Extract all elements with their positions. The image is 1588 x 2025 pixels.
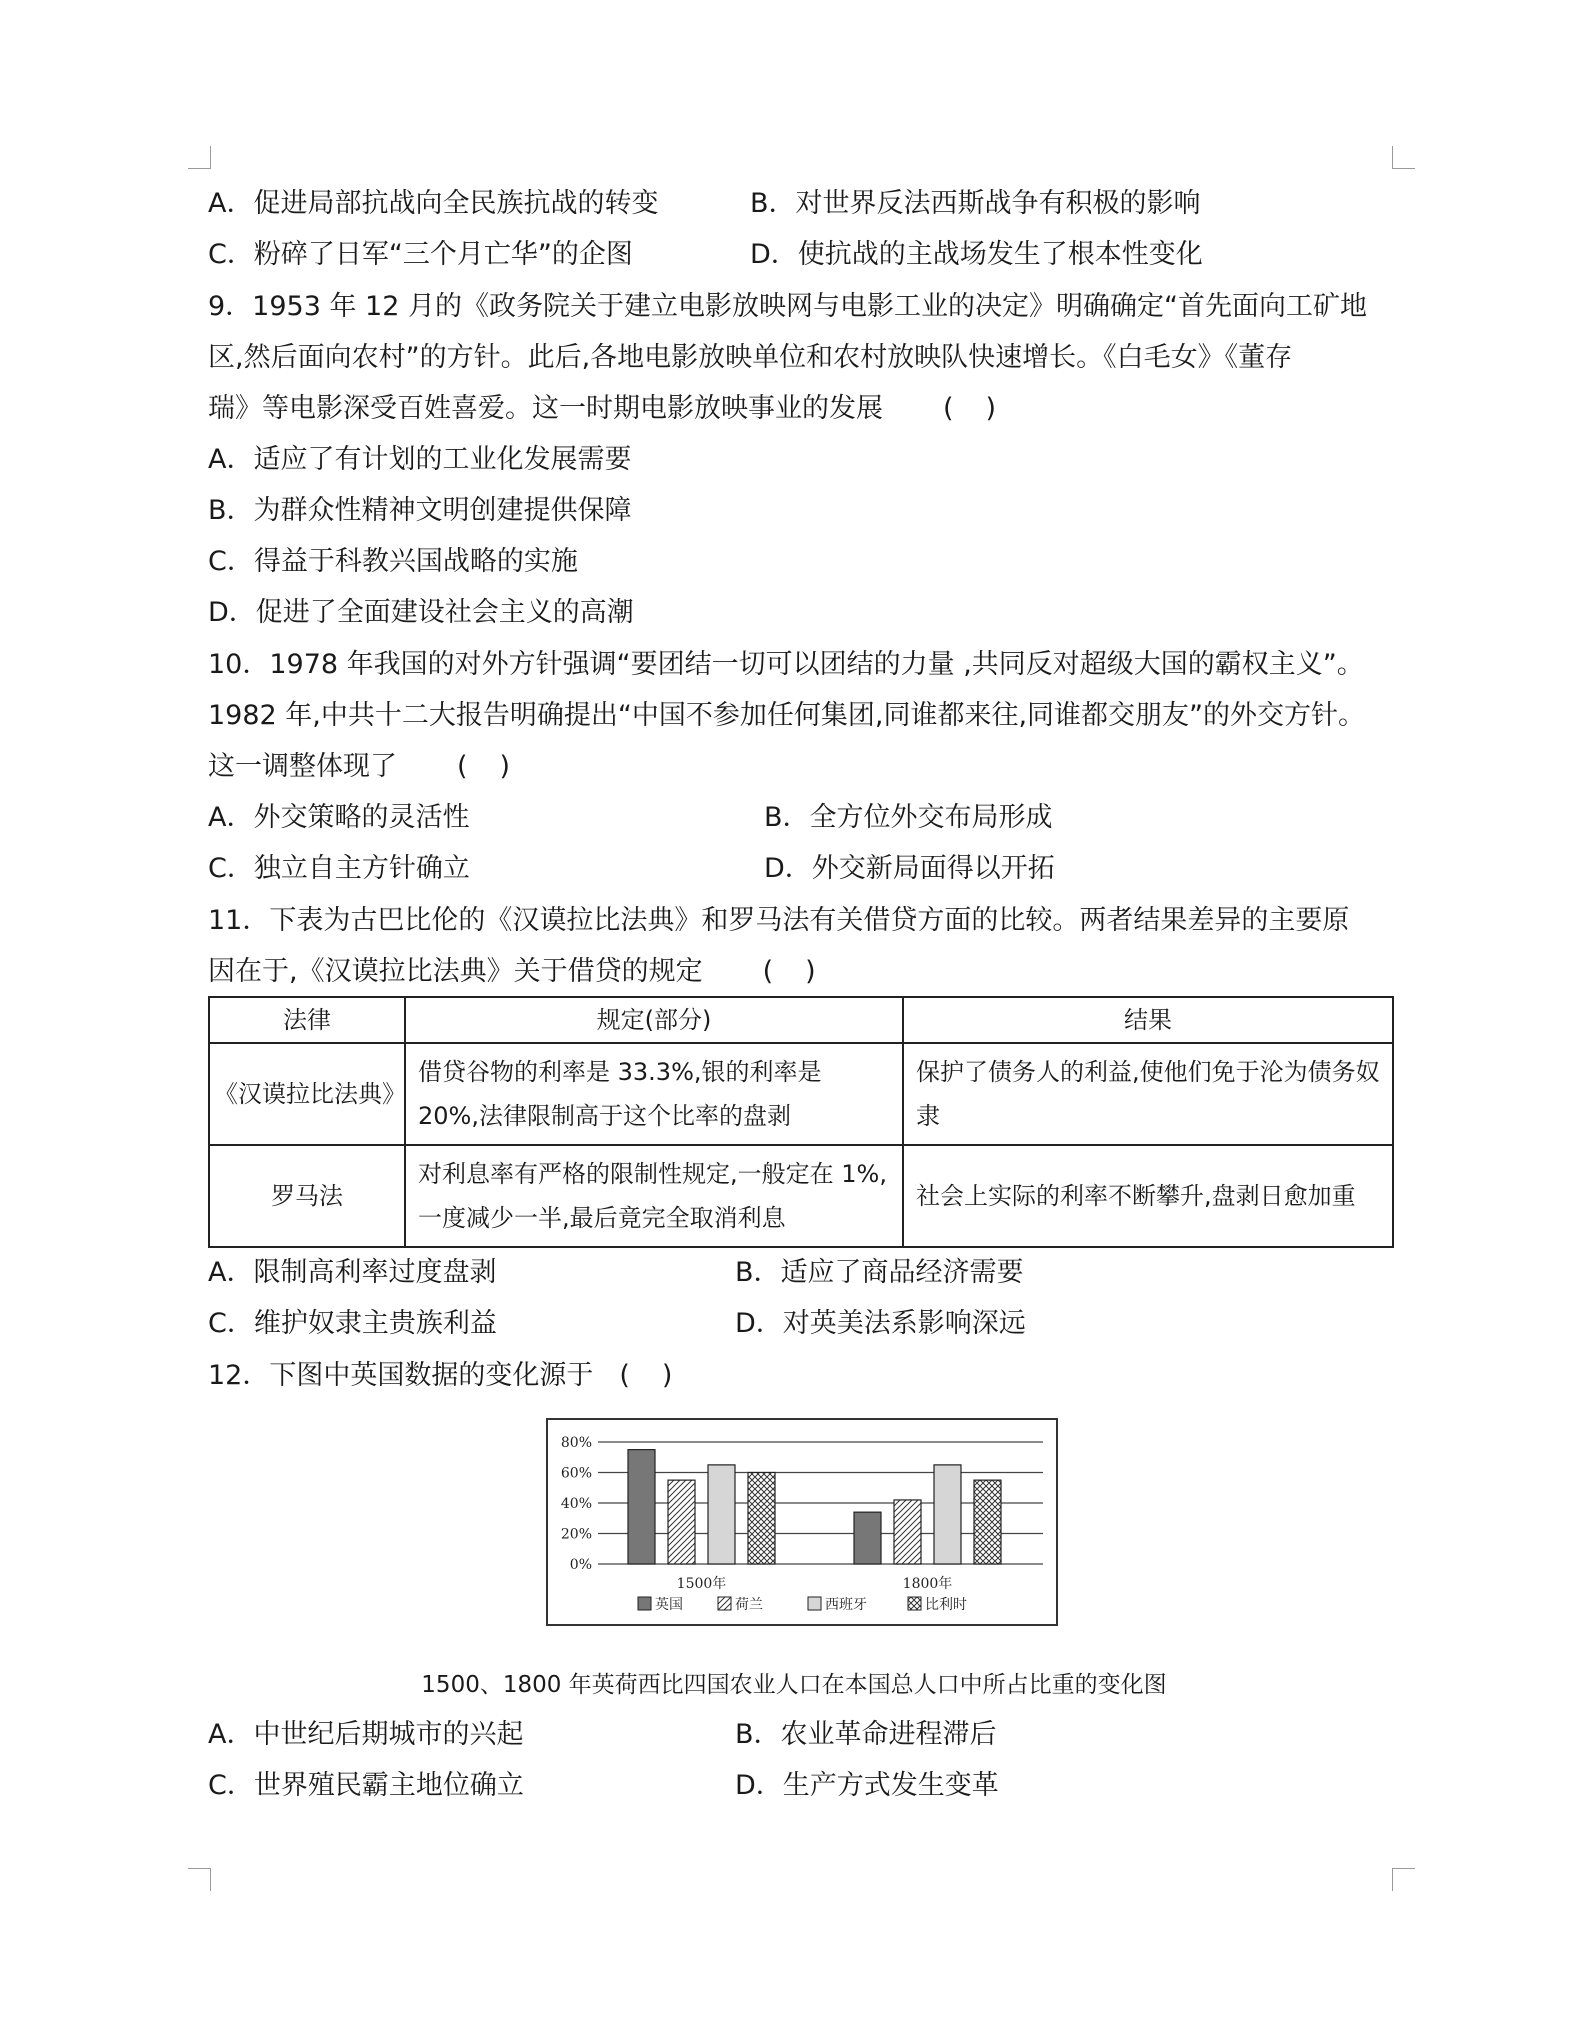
y-tick-label: 20% <box>560 1526 592 1543</box>
q8-option-b[interactable]: B．对世界反法西斯战争有积极的影响 <box>750 188 1201 219</box>
table-cell-law: 《汉谟拉比法典》 <box>209 1043 405 1145</box>
legend-label: 西班牙 <box>825 1597 867 1613</box>
chart-caption: 1500、1800 年英荷西比四国农业人口在本国总人口中所占比重的变化图 <box>421 1672 1167 1698</box>
q11-answer-bracket: () <box>762 956 848 987</box>
table-header-cell: 结果 <box>903 997 1393 1043</box>
q11-stem-text: 因在于,《汉谟拉比法典》关于借贷的规定 <box>208 956 703 987</box>
bar-chart-frame <box>546 1418 1058 1626</box>
bar-英国 <box>628 1450 655 1564</box>
bar-西班牙 <box>934 1465 961 1564</box>
bar-西班牙 <box>708 1465 735 1564</box>
table-row <box>209 1145 1393 1247</box>
q10-stem-line-2: 1982 年,中共十二大报告明确提出“中国不参加任何集团,同谁都来往,同谁都交朋友”的外交方针。 <box>208 700 1366 731</box>
crop-mark-bottom-right <box>1392 1868 1415 1891</box>
legend-label: 比利时 <box>925 1597 967 1613</box>
table-header-cell: 规定(部分) <box>405 997 903 1043</box>
q10-stem-text: 这一调整体现了 <box>208 751 397 782</box>
y-tick-label: 60% <box>560 1465 592 1482</box>
table-cell-rule: 借贷谷物的利率是 33.3%,银的利率是 20%,法律限制高于这个比率的盘剥 <box>405 1043 903 1145</box>
q12-stem-text: 12．下图中英国数据的变化源于 <box>208 1360 594 1391</box>
q12-option-b[interactable]: B．农业革命进程滞后 <box>735 1719 997 1750</box>
y-tick-label: 80% <box>560 1435 592 1451</box>
q8-option-c[interactable]: C．粉碎了日军“三个月亡华”的企图 <box>208 239 633 270</box>
q12-stem-line-1 <box>208 1359 704 1393</box>
q12-option-c[interactable]: C．世界殖民霸主地位确立 <box>208 1770 524 1801</box>
q11-stem-line-2 <box>208 955 848 989</box>
q11-option-b[interactable]: B．适应了商品经济需要 <box>735 1257 1024 1288</box>
legend-swatch <box>808 1597 821 1610</box>
table-header-row <box>209 997 1393 1043</box>
legend-swatch <box>718 1597 731 1610</box>
bar-比利时 <box>748 1473 775 1565</box>
q9-stem-line-2: 区,然后面向农村”的方针。此后,各地电影放映单位和农村放映队快速增长。《白毛女》《董存 <box>208 342 1293 373</box>
q10-option-a[interactable]: A．外交策略的灵活性 <box>208 802 470 833</box>
x-category-label: 1800年 <box>902 1576 953 1592</box>
crop-mark-bottom-left <box>188 1868 211 1891</box>
legend-swatch <box>908 1597 921 1610</box>
legend-swatch <box>638 1597 651 1610</box>
y-tick-label: 40% <box>560 1496 592 1512</box>
bar-比利时 <box>974 1480 1001 1564</box>
q10-stem-line-1: 10．1978 年我国的对外方针强调“要团结一切可以团结的力量 ,共同反对超级大国的霸权主义”。 <box>208 649 1364 680</box>
q9-option-b[interactable]: B．为群众性精神文明创建提供保障 <box>208 495 632 526</box>
y-tick-label: 0% <box>569 1557 592 1573</box>
q10-option-c[interactable]: C．独立自主方针确立 <box>208 853 470 884</box>
bar-chart <box>548 1420 1056 1624</box>
comparison-table <box>208 996 1394 1248</box>
q11-option-a[interactable]: A．限制高利率过度盘剥 <box>208 1257 497 1288</box>
table-header-cell: 法律 <box>209 997 405 1043</box>
q9-option-c[interactable]: C．得益于科教兴国战略的实施 <box>208 546 578 577</box>
table-cell-result: 社会上实际的利率不断攀升,盘剥日愈加重 <box>903 1145 1393 1247</box>
q11-option-d[interactable]: D．对英美法系影响深远 <box>735 1308 1026 1339</box>
q9-stem-line-3 <box>208 392 1028 426</box>
q9-stem-text: 瑞》等电影深受百姓喜爱。这一时期电影放映事业的发展 <box>208 393 883 424</box>
q11-option-c[interactable]: C．维护奴隶主贵族利益 <box>208 1308 497 1339</box>
table-cell-law: 罗马法 <box>209 1145 405 1247</box>
legend-label: 英国 <box>655 1597 683 1613</box>
bar-荷兰 <box>668 1480 695 1564</box>
bar-英国 <box>854 1512 881 1564</box>
q12-option-a[interactable]: A．中世纪后期城市的兴起 <box>208 1719 524 1750</box>
q9-option-d[interactable]: D．促进了全面建设社会主义的高潮 <box>208 597 634 628</box>
crop-mark-top-left <box>188 146 211 169</box>
q12-answer-bracket: () <box>619 1360 705 1391</box>
q10-stem-line-3 <box>208 750 542 784</box>
q9-option-a[interactable]: A．适应了有计划的工业化发展需要 <box>208 444 632 475</box>
q8-option-a[interactable]: A．促进局部抗战向全民族抗战的转变 <box>208 188 659 219</box>
q11-stem-line-1: 11．下表为古巴比伦的《汉谟拉比法典》和罗马法有关借贷方面的比较。两者结果差异的主要原 <box>208 905 1350 936</box>
table-row <box>209 1043 1393 1145</box>
q10-option-b[interactable]: B．全方位外交布局形成 <box>764 802 1053 833</box>
q9-answer-bracket: () <box>943 393 1029 424</box>
q9-stem-line-1: 9．1953 年 12 月的《政务院关于建立电影放映网与电影工业的决定》明确确定“首先面向工矿地 <box>208 291 1367 322</box>
bar-荷兰 <box>894 1500 921 1564</box>
q12-option-d[interactable]: D．生产方式发生变革 <box>735 1770 999 1801</box>
table-cell-rule: 对利息率有严格的限制性规定,一般定在 1%,一度减少一半,最后竟完全取消利息 <box>405 1145 903 1247</box>
table-cell-result: 保护了债务人的利益,使他们免于沦为债务奴隶 <box>903 1043 1393 1145</box>
crop-mark-top-right <box>1392 146 1415 169</box>
x-category-label: 1500年 <box>676 1576 727 1592</box>
legend-label: 荷兰 <box>735 1597 763 1613</box>
q8-option-d[interactable]: D．使抗战的主战场发生了根本性变化 <box>750 239 1203 270</box>
q10-option-d[interactable]: D．外交新局面得以开拓 <box>764 853 1055 884</box>
q10-answer-bracket: () <box>457 751 543 782</box>
